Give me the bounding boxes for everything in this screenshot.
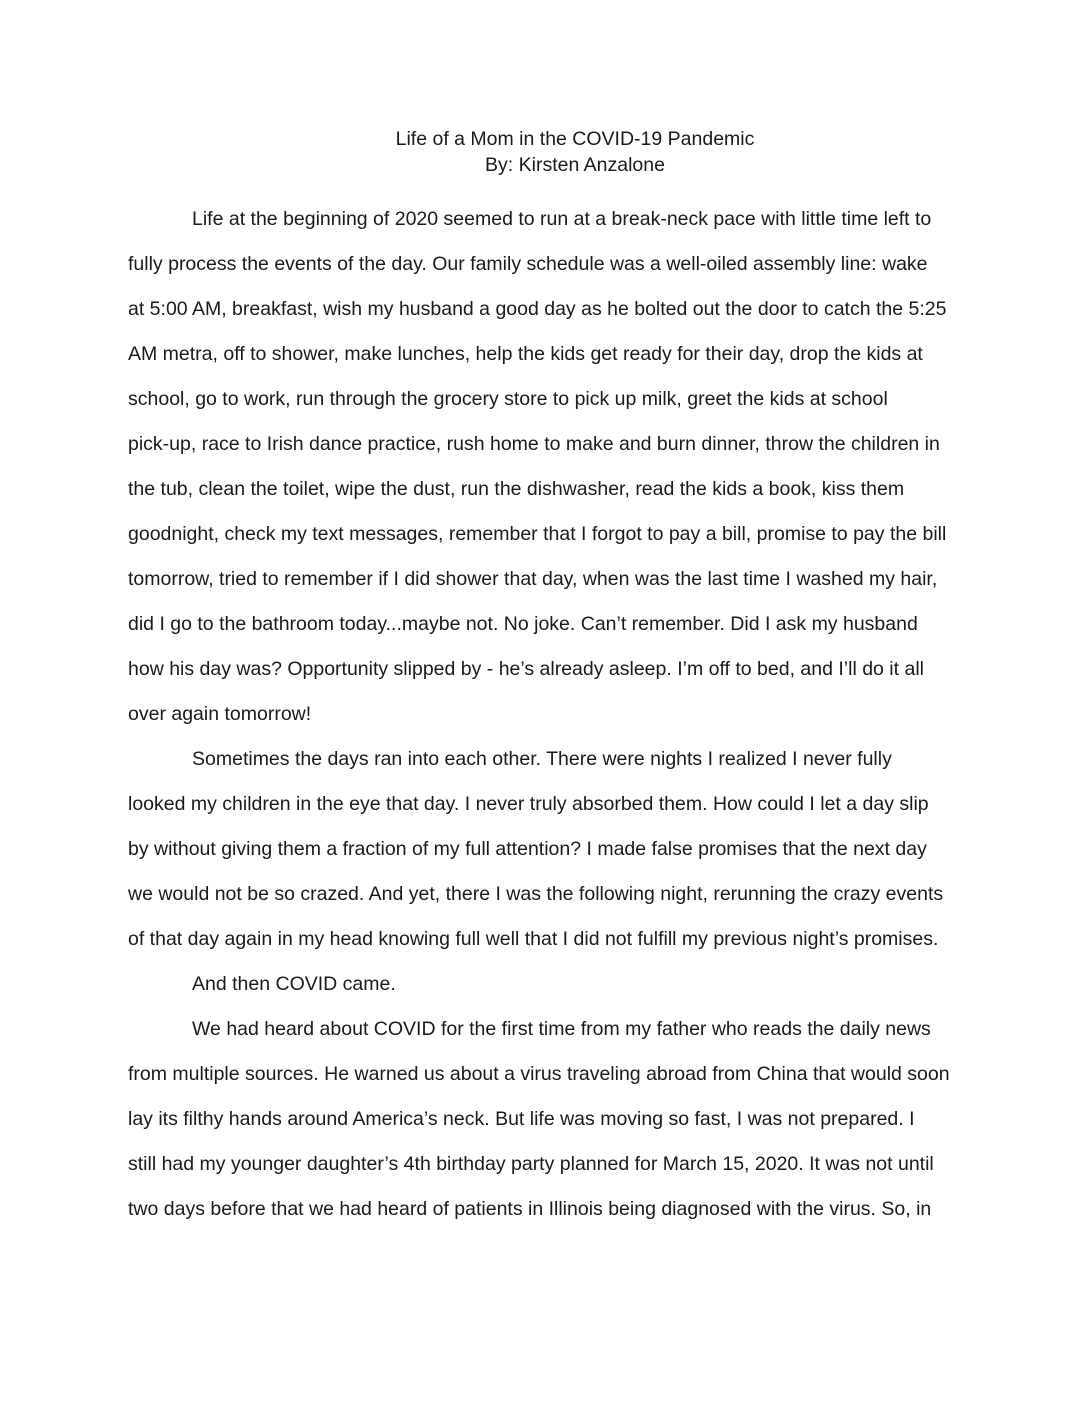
text-line: by without giving them a fraction of my full attention? I made false promises that the next day xyxy=(128,838,927,860)
title-block xyxy=(0,126,1088,178)
text-line: over again tomorrow! xyxy=(128,703,312,725)
text-line: fully process the events of the day. Our family schedule was a well-oiled assembly line: wake xyxy=(128,253,928,275)
text-line: We had heard about COVID for the first time from my father who reads the daily news xyxy=(192,1018,931,1040)
text-line: goodnight, check my text messages, remember that I forgot to pay a bill, promise to pay the bill xyxy=(128,523,947,545)
text-line: still had my younger daughter’s 4th birthday party planned for March 15, 2020. It was not until xyxy=(128,1153,934,1175)
text-line: And then COVID came. xyxy=(192,973,396,995)
text-line: lay its filthy hands around America’s neck. But life was moving so fast, I was not prepared. I xyxy=(128,1108,915,1130)
text-line: tomorrow, tried to remember if I did shower that day, when was the last time I washed my hair, xyxy=(128,568,938,590)
text-line: the tub, clean the toilet, wipe the dust, run the dishwasher, read the kids a book, kiss them xyxy=(128,478,905,500)
text-line: did I go to the bathroom today...maybe not. No joke. Can’t remember. Did I ask my husband xyxy=(128,613,918,635)
text-line: of that day again in my head knowing full well that I did not fulfill my previous night’s promises. xyxy=(128,928,939,950)
document-title: Life of a Mom in the COVID-19 Pandemic xyxy=(395,128,755,150)
text-line: at 5:00 AM, breakfast, wish my husband a good day as he bolted out the door to catch the 5:25 xyxy=(128,298,947,320)
text-line: how his day was? Opportunity slipped by - he’s already asleep. I’m off to bed, and I’ll do it all xyxy=(128,658,924,680)
text-line: Life at the beginning of 2020 seemed to run at a break-neck pace with little time left to xyxy=(192,208,932,230)
body-text xyxy=(128,197,960,1232)
text-line: school, go to work, run through the grocery store to pick up milk, greet the kids at school xyxy=(128,388,888,410)
document-byline: By: Kirsten Anzalone xyxy=(485,154,665,176)
text-line: looked my children in the eye that day. I never truly absorbed them. How could I let a day slip xyxy=(128,793,929,815)
text-line: we would not be so crazed. And yet, there I was the following night, rerunning the crazy events xyxy=(128,883,944,905)
text-line: two days before that we had heard of patients in Illinois being diagnosed with the virus. So, in xyxy=(128,1198,932,1220)
text-line: AM metra, off to shower, make lunches, help the kids get ready for their day, drop the kids at xyxy=(128,343,923,365)
text-line: pick-up, race to Irish dance practice, rush home to make and burn dinner, throw the children in xyxy=(128,433,940,455)
text-line: from multiple sources. He warned us about a virus traveling abroad from China that would soon xyxy=(128,1063,950,1085)
text-line: Sometimes the days ran into each other. There were nights I realized I never fully xyxy=(192,748,892,770)
